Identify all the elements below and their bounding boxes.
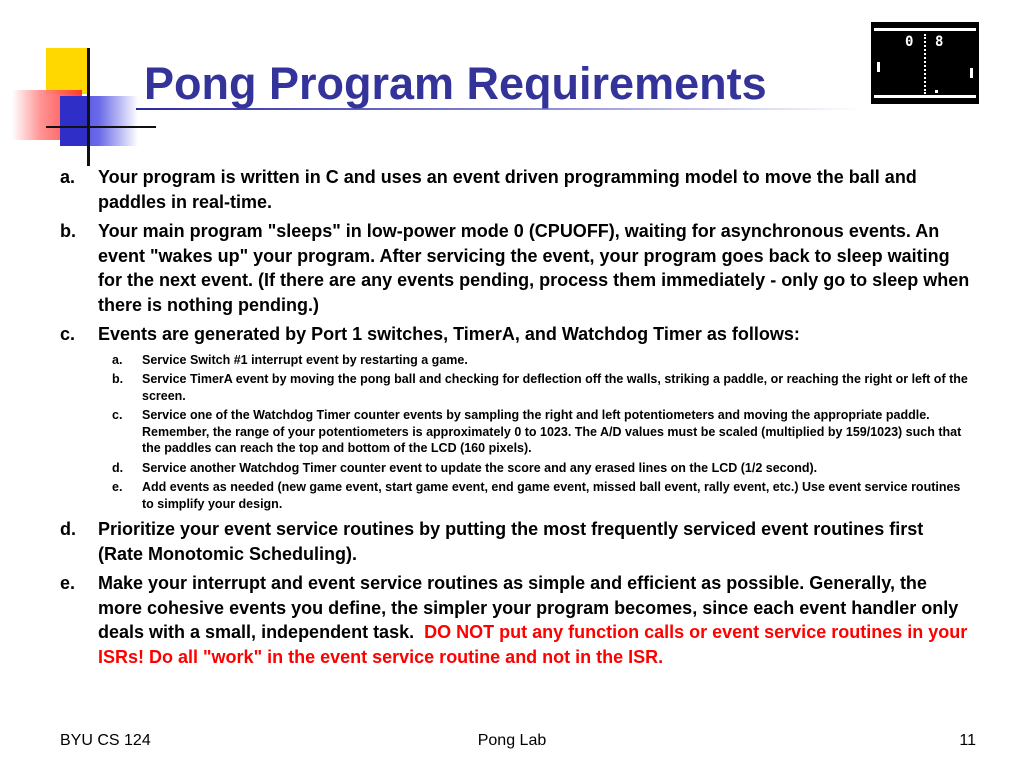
- sublist-item-text: Service Switch #1 interrupt event by restarting a game.: [142, 352, 468, 367]
- list-item: [60, 571, 970, 669]
- list-item-label: b.: [60, 221, 76, 241]
- list-item-text: Your main program "sleeps" in low-power mode 0 (CPUOFF), waiting for asynchronous events. An event "wakes up" your program. After servicing the event, your program goes back to sleep waiting for the next event. (If there are any events pending, process them immediately - only go to sleep when there is nothing pending.): [98, 221, 970, 315]
- list-item-label: c.: [60, 324, 76, 344]
- sublist-item-text: Add events as needed (new game event, start game event, end game event, missed ball event, rally event, etc.) Use event service routines to simplify your design.: [142, 480, 961, 511]
- list-item-label: d.: [60, 519, 76, 539]
- sublist-item-text: Service one of the Watchdog Timer counter events by sampling the right and left potentiometers and moving the appropriate paddle. Remember, the range of your potentiometers is approximately 0 to 1023. The A/D values must be scaled (multiplied by 159/1023) such that the paddles can reach the top and bottom of the LCD (160 pixels).: [142, 408, 962, 455]
- pong-score-left: 0: [905, 34, 914, 50]
- pong-score-right: 8: [935, 34, 944, 50]
- sublist-item-label: c.: [112, 408, 123, 422]
- list-item-body: Make your interrupt and event service routines as simple and efficient as possible. Generally, the more cohesive events you define, the simpler your program becomes, since each event handler only deals with a small, independent task.: [98, 573, 959, 642]
- requirements-list: [60, 165, 970, 674]
- list-item-label: e.: [60, 573, 76, 593]
- sublist-item: [112, 352, 970, 369]
- list-item-label: a.: [60, 167, 76, 187]
- sublist-item-text: Service TimerA event by moving the pong ball and checking for deflection off the walls, striking a paddle, or reaching the right or left of the screen.: [142, 372, 968, 403]
- sublist-item: [112, 460, 970, 477]
- list-item: [60, 219, 970, 317]
- footer-topic: Pong Lab: [477, 732, 547, 749]
- isr-warning: DO NOT put any function calls or event service routines in your ISRs! Do all "work" in the event service routine and not in the ISR.: [98, 622, 968, 667]
- pong-ball: [935, 90, 938, 93]
- pong-left-paddle: [877, 62, 880, 72]
- list-item-text: Prioritize your event service routines by putting the most frequently serviced event routines first (Rate Monotomic Scheduling).: [98, 519, 924, 564]
- page-title: Pong Program Requirements: [144, 58, 767, 109]
- sublist-item-label: a.: [112, 352, 123, 367]
- decor-yellow-square: [46, 48, 90, 94]
- sublist-item-label: d.: [112, 460, 124, 475]
- sublist-item: [112, 371, 970, 404]
- decor-vertical-line: [87, 48, 90, 166]
- pong-right-paddle: [970, 68, 973, 78]
- list-item-text: Your program is written in C and uses an event driven programming model to move the ball and paddles in real-time.: [98, 167, 917, 212]
- pong-bottom-wall: [874, 95, 976, 98]
- list-item: [60, 322, 970, 347]
- sublist-item: [112, 407, 970, 457]
- sublist-item-label: b.: [112, 372, 124, 386]
- footer-course: BYU CS 124: [60, 732, 151, 749]
- pong-game-image: [871, 22, 979, 104]
- list-item: [60, 517, 970, 566]
- pong-top-wall: [874, 28, 976, 31]
- sublist-item-text: Service another Watchdog Timer counter event to update the score and any erased lines on the LCD (1/2 second).: [142, 460, 818, 475]
- list-item: [60, 165, 970, 214]
- decor-horizontal-line: [46, 126, 156, 128]
- sublist-item-label: e.: [112, 480, 123, 494]
- event-sublist: [112, 352, 970, 513]
- list-item-text: [98, 571, 970, 669]
- decor-blue-square: [60, 96, 90, 146]
- footer-page-number: 11: [959, 732, 976, 749]
- list-item-text: Events are generated by Port 1 switches, TimerA, and Watchdog Timer as follows:: [98, 324, 800, 344]
- sublist-item: [112, 479, 970, 512]
- pong-net: [924, 34, 926, 94]
